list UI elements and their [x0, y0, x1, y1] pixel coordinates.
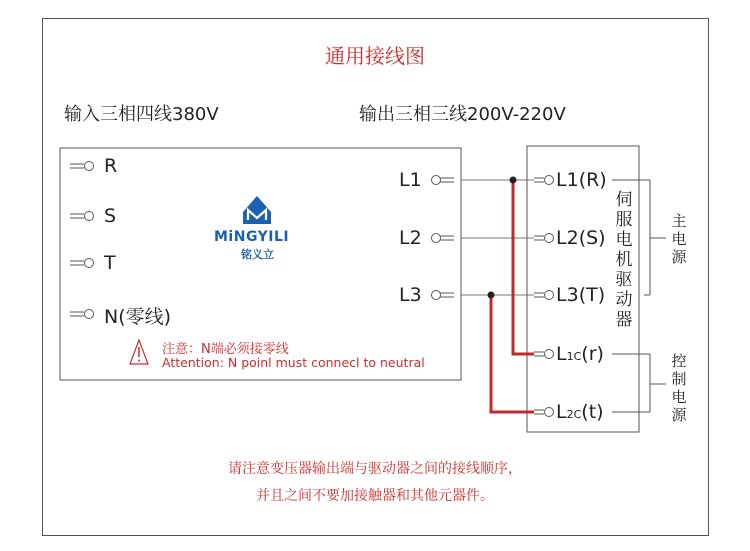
main-wires	[461, 180, 534, 295]
output-terminal-l2: L2	[399, 227, 422, 249]
driver-terminal-l2: L2(S)	[556, 227, 606, 249]
diagram-title: 通用接线图	[325, 44, 425, 68]
input-label: 输入三相四线380V	[64, 104, 219, 125]
warning-cn: 注意：N端必须接零线	[162, 342, 289, 357]
driver-terminal-l3: L3(T)	[556, 284, 606, 306]
main-power-label: 主 电 源	[671, 212, 687, 266]
control-wires	[491, 180, 534, 412]
output-terminal-symbols	[432, 176, 455, 300]
junction-l1	[510, 177, 517, 184]
driver-terminal-l2c: L2C(t)	[556, 401, 604, 423]
output-label: 输出三相三线200V-220V	[359, 104, 566, 125]
warning-en: Attention: N poinl must connecl to neutral	[162, 355, 425, 370]
input-terminal-t: T	[104, 252, 116, 274]
input-terminal-r: R	[104, 155, 118, 177]
output-terminal-l3: L3	[399, 284, 422, 306]
driver-terminal-l1c: L1C(r)	[556, 343, 604, 365]
control-power-label: 控 制 电 源	[671, 352, 687, 424]
output-terminal-l1: L1	[399, 169, 422, 191]
input-terminal-n: N(零线)	[104, 306, 172, 328]
driver-terminal-symbols	[534, 176, 554, 417]
brand-logo-icon	[243, 196, 271, 224]
junction-l3	[488, 292, 495, 299]
warning-icon	[130, 340, 148, 364]
driver-terminal-l1: L1(R)	[556, 169, 607, 191]
input-terminal-s: S	[104, 205, 117, 227]
input-terminal-symbols	[70, 162, 94, 319]
note-line-1: 请注意变压器输出端与驱动器之间的接线顺序，	[228, 461, 522, 477]
brand-logo-cn: 铭义立	[241, 248, 274, 261]
driver-name: 伺 服 电 机 驱 动 器	[615, 190, 633, 330]
note-line-2: 并且之间不要加接触器和其他元器件。	[256, 488, 494, 504]
brand-logo-text: MiNGYILI	[214, 229, 290, 245]
